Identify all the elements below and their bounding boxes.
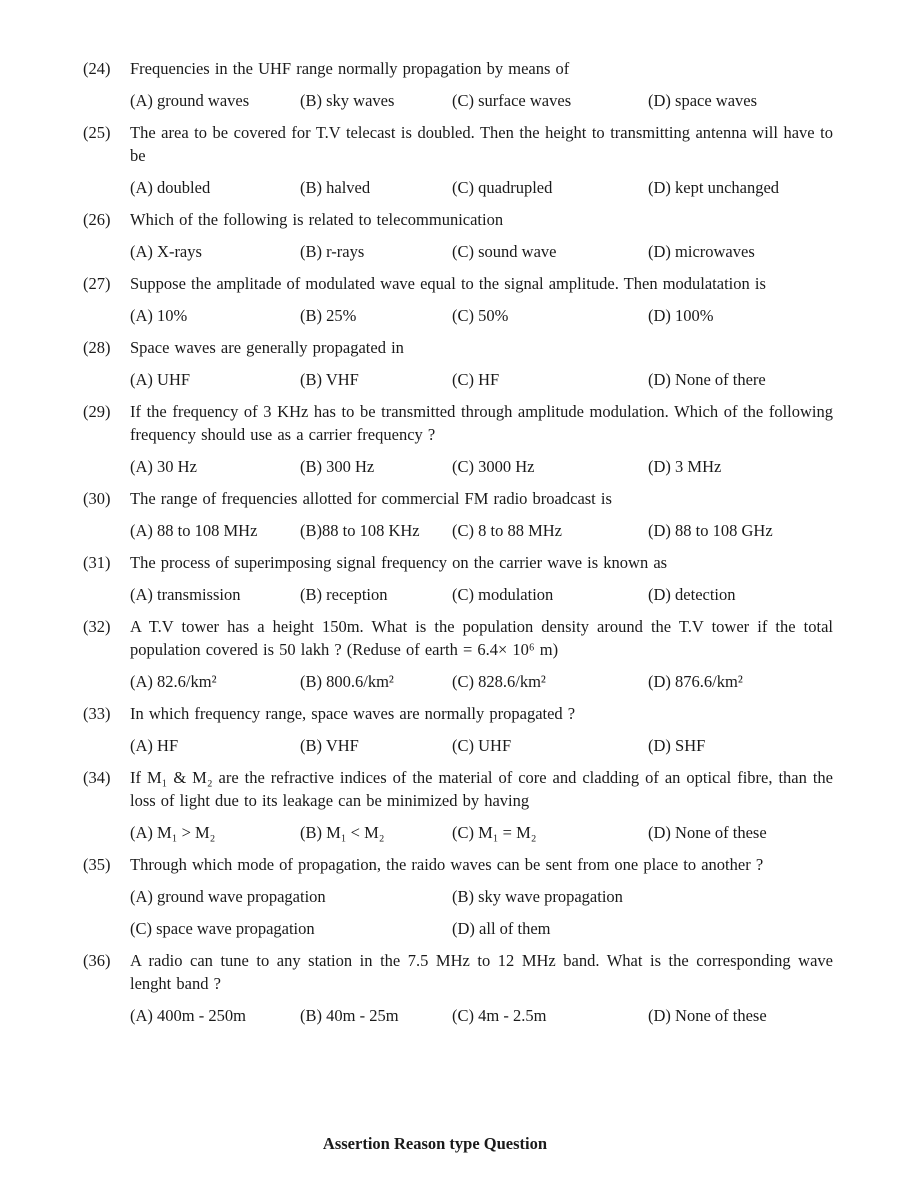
question-number: (24) [83, 59, 111, 78]
answer-option: (C) sound wave [452, 242, 557, 261]
options-row [130, 670, 833, 693]
answer-option: (B) VHF [300, 736, 359, 755]
options-row [130, 368, 833, 391]
answer-option: (D) detection [648, 585, 736, 604]
question-text: Space waves are generally propagated in [130, 338, 404, 357]
answer-option: (C) space wave propagation [130, 919, 315, 938]
options-row [130, 89, 833, 112]
answer-option: (C) M₁ = M₂ [452, 823, 537, 842]
answer-option: (A) X-rays [130, 242, 202, 261]
question-text: In which frequency range, space waves are normally propagated ? [130, 704, 576, 723]
options-row [130, 1004, 833, 1027]
answer-option: (D) None of there [648, 370, 766, 389]
answer-option: (B) 800.6/km² [300, 672, 394, 691]
answer-option: (A) 82.6/km² [130, 672, 217, 691]
options-row [130, 734, 833, 757]
answer-option: (A) 88 to 108 MHz [130, 521, 258, 540]
question-item [83, 551, 833, 606]
answer-option: (A) UHF [130, 370, 191, 389]
answer-option: (C) 8 to 88 MHz [452, 521, 562, 540]
options-row [130, 304, 833, 327]
question-item [83, 400, 833, 478]
question-number: (29) [83, 402, 111, 421]
question-item [83, 615, 833, 693]
answer-option: (D) 100% [648, 306, 714, 325]
answer-option: (B) sky wave propagation [452, 887, 623, 906]
answer-option: (C) surface waves [452, 91, 572, 110]
question-number: (25) [83, 123, 111, 142]
question-text: A T.V tower has a height 150m. What is the population density around the T.V tower if the total population covered is 50 lakh ? (Reduse of earth = 6.4× 10⁶ m) [130, 617, 833, 659]
answer-option: (A) doubled [130, 178, 211, 197]
question-number: (33) [83, 704, 111, 723]
options-row [130, 519, 833, 542]
answer-option: (D) None of these [648, 823, 767, 842]
question-number: (34) [83, 768, 111, 787]
question-number: (32) [83, 617, 111, 636]
answer-option: (B) r-rays [300, 242, 365, 261]
question-number: (36) [83, 951, 111, 970]
answer-option: (A) ground waves [130, 91, 250, 110]
answer-option: (B) 40m - 25m [300, 1006, 399, 1025]
question-text: The process of superimposing signal frequency on the carrier wave is known as [130, 553, 668, 572]
options-row [130, 583, 833, 606]
question-text: The area to be covered for T.V telecast is doubled. Then the height to transmitting antenna will have to be [130, 123, 833, 165]
answer-option: (A) 400m - 250m [130, 1006, 246, 1025]
question-item [83, 121, 833, 199]
answer-option: (A) transmission [130, 585, 241, 604]
question-number: (28) [83, 338, 111, 357]
question-item [83, 336, 833, 391]
question-item [83, 208, 833, 263]
answer-option: (D) 88 to 108 GHz [648, 521, 773, 540]
options-row [130, 821, 833, 844]
question-item [83, 702, 833, 757]
question-text: Which of the following is related to telecommunication [130, 210, 504, 229]
answer-option: (C) 3000 Hz [452, 457, 535, 476]
answer-option: (D) 876.6/km² [648, 672, 743, 691]
answer-option: (C) quadrupled [452, 178, 553, 197]
question-item [83, 949, 833, 1027]
answer-option: (B) reception [300, 585, 388, 604]
section-heading: Assertion Reason type Question [322, 1134, 548, 1153]
answer-option: (C) 4m - 2.5m [452, 1006, 547, 1025]
question-item [83, 57, 833, 112]
answer-option: (A) 30 Hz [130, 457, 197, 476]
answer-option: (D) kept unchanged [648, 178, 780, 197]
answer-option: (A) 10% [130, 306, 188, 325]
answer-option: (A) HF [130, 736, 179, 755]
question-list [83, 57, 833, 1036]
question-text: Suppose the amplitade of modulated wave equal to the signal amplitude. Then modulatation is [130, 274, 766, 293]
question-number: (35) [83, 855, 111, 874]
question-number: (26) [83, 210, 111, 229]
options-row [130, 885, 833, 908]
options-row [130, 917, 833, 940]
answer-option: (A) ground wave propagation [130, 887, 326, 906]
answer-option: (C) UHF [452, 736, 512, 755]
question-text: Frequencies in the UHF range normally propagation by means of [130, 59, 570, 78]
question-item [83, 853, 833, 940]
answer-option: (B) VHF [300, 370, 359, 389]
question-text: Through which mode of propagation, the raido waves can be sent from one place to another ? [130, 855, 764, 874]
answer-option: (B)88 to 108 KHz [300, 521, 420, 540]
answer-option: (D) 3 MHz [648, 457, 722, 476]
question-item [83, 487, 833, 542]
answer-option: (D) microwaves [648, 242, 755, 261]
answer-option: (C) 828.6/km² [452, 672, 546, 691]
answer-option: (B) sky waves [300, 91, 395, 110]
question-item [83, 272, 833, 327]
options-row [130, 176, 833, 199]
question-item [83, 766, 833, 844]
options-row [130, 240, 833, 263]
question-text: If M₁ & M₂ are the refractive indices of the material of core and cladding of an optical fibre, than the loss of light due to its leakage can be minimized by having [130, 768, 833, 810]
answer-option: (B) 300 Hz [300, 457, 375, 476]
answer-option: (C) 50% [452, 306, 509, 325]
answer-option: (D) space waves [648, 91, 758, 110]
answer-option: (C) modulation [452, 585, 554, 604]
answer-option: (D) None of these [648, 1006, 767, 1025]
answer-option: (B) M₁ < M₂ [300, 823, 385, 842]
answer-option: (B) 25% [300, 306, 357, 325]
answer-option: (D) all of them [452, 919, 551, 938]
question-text: If the frequency of 3 KHz has to be transmitted through amplitude modulation. Which of the following frequency should use as a carrier frequency ? [130, 402, 833, 444]
answer-option: (B) halved [300, 178, 371, 197]
answer-option: (C) HF [452, 370, 500, 389]
question-text: The range of frequencies allotted for commercial FM radio broadcast is [130, 489, 612, 508]
answer-option: (A) M₁ > M₂ [130, 823, 216, 842]
options-row [130, 455, 833, 478]
question-number: (27) [83, 274, 111, 293]
question-number: (30) [83, 489, 111, 508]
answer-option: (D) SHF [648, 736, 706, 755]
question-number: (31) [83, 553, 111, 572]
question-text: A radio can tune to any station in the 7.5 MHz to 12 MHz band. What is the corresponding wave lenght band ? [130, 951, 833, 993]
